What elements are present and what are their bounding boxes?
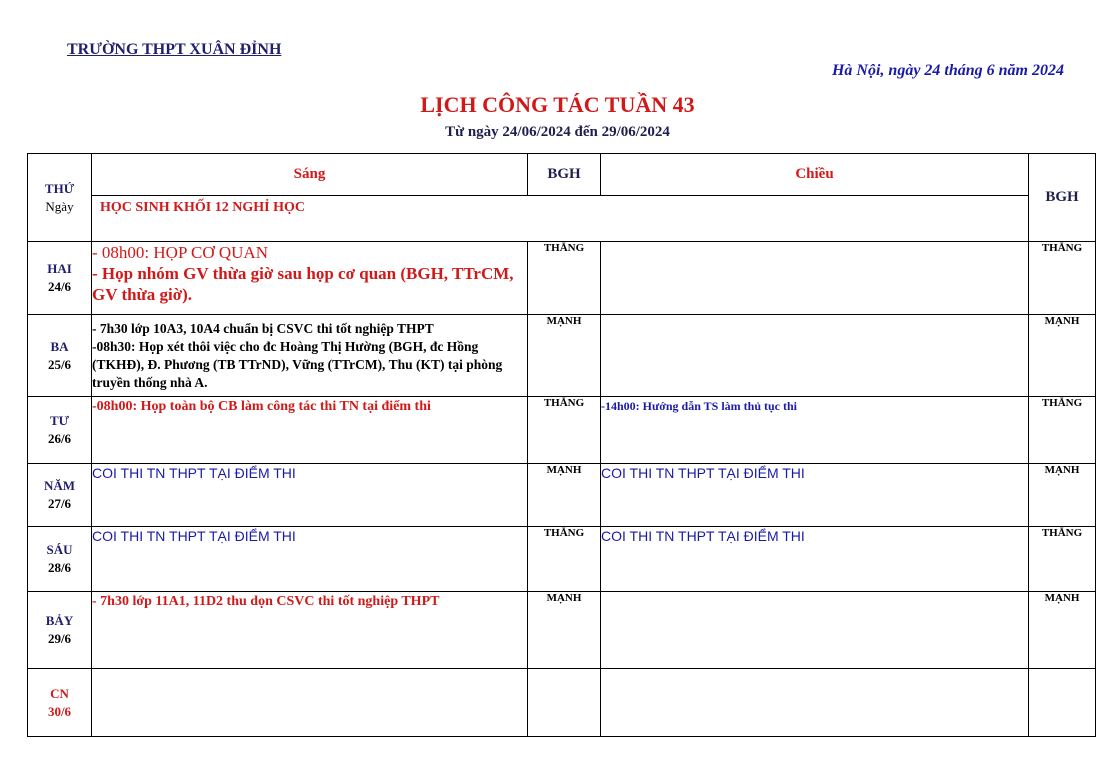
- bgh-afternoon: MẠNH: [1029, 464, 1096, 527]
- bgh-morning: MẠNH: [528, 464, 601, 527]
- bgh-afternoon: MẠNH: [1029, 315, 1096, 397]
- bgh-afternoon: THẮNG: [1029, 242, 1096, 315]
- table-row: [28, 592, 1096, 669]
- afternoon-header: Chiều: [601, 154, 1029, 196]
- bgh-morning: MẠNH: [528, 315, 601, 397]
- morning-cell: [92, 315, 528, 397]
- day-cell: [28, 315, 92, 397]
- table-row: [28, 315, 1096, 397]
- afternoon-cell: -14h00: Hướng dẫn TS làm thủ tục thi: [601, 397, 1029, 464]
- morning-line: - 7h30 lớp 11A1, 11D2 thu dọn CSVC thi tốt nghiệp THPT: [92, 594, 440, 609]
- bgh-afternoon: THẮNG: [1029, 527, 1096, 592]
- day-date: 24/6: [47, 279, 72, 294]
- table-row: [28, 397, 1096, 464]
- morning-header: Sáng: [92, 154, 528, 196]
- day-date: 27/6: [47, 496, 72, 511]
- morning-line: COI THI TN THPT TẠI ĐIỂM THI: [92, 528, 296, 544]
- day-cell: [28, 527, 92, 592]
- schedule-table: [27, 153, 1096, 737]
- day-name: CN: [50, 685, 69, 701]
- afternoon-cell: [601, 669, 1029, 737]
- morning-cell: [92, 527, 528, 592]
- afternoon-cell: COI THI TN THPT TẠI ĐIỂM THI: [601, 527, 1029, 592]
- bgh-afternoon: THẮNG: [1029, 397, 1096, 464]
- bgh-morning: THẮNG: [528, 242, 601, 315]
- bgh-header-2: BGH: [1029, 154, 1096, 242]
- bgh-morning: THẮNG: [528, 397, 601, 464]
- morning-cell: [92, 464, 528, 527]
- day-name: SÁU: [46, 542, 73, 557]
- morning-line: COI THI TN THPT TẠI ĐIỂM THI: [92, 465, 296, 481]
- bgh-morning: THẮNG: [528, 527, 601, 592]
- day-header-thu: THỨ: [44, 180, 75, 196]
- morning-line: - 7h30 lớp 10A3, 10A4 chuẩn bị CSVC thi tốt nghiệp THPT: [92, 321, 434, 336]
- notice-text: HỌC SINH KHỐI 12 NGHỈ HỌC: [92, 196, 1029, 242]
- morning-line: - Họp nhóm GV thừa giờ sau họp cơ quan (BGH, TTrCM, GV thừa giờ).: [92, 264, 514, 304]
- bgh-afternoon: MẠNH: [1029, 592, 1096, 669]
- day-cell: [28, 397, 92, 464]
- afternoon-cell: COI THI TN THPT TẠI ĐIỂM THI: [601, 464, 1029, 527]
- table-row: [28, 464, 1096, 527]
- morning-line: - 08h00: HỌP CƠ QUAN: [92, 243, 268, 262]
- day-name: HAI: [47, 261, 72, 276]
- table-row: [28, 242, 1096, 315]
- day-cell: [28, 464, 92, 527]
- school-name: TRƯỜNG THPT XUÂN ĐỈNH: [67, 41, 282, 58]
- table-row: [28, 527, 1096, 592]
- day-cell: [28, 242, 92, 315]
- bgh-morning: [528, 669, 601, 737]
- afternoon-cell: [601, 315, 1029, 397]
- morning-cell: [92, 669, 528, 737]
- page-title: LỊCH CÔNG TÁC TUẦN 43: [420, 92, 695, 117]
- bgh-morning: MẠNH: [528, 592, 601, 669]
- bgh-afternoon: [1029, 669, 1096, 737]
- day-date: 25/6: [47, 356, 72, 372]
- day-date: 28/6: [47, 560, 72, 575]
- morning-line: -08h00: Họp toàn bộ CB làm công tác thi TN tại điểm thi: [92, 399, 431, 414]
- table-row: [28, 669, 1096, 737]
- bgh-header: BGH: [528, 154, 601, 196]
- day-header: [28, 154, 92, 242]
- morning-cell: [92, 397, 528, 464]
- morning-cell: [92, 592, 528, 669]
- morning-cell: [92, 242, 528, 315]
- day-name: TƯ: [49, 413, 70, 428]
- date-range: Từ ngày 24/06/2024 đến 29/06/2024: [445, 124, 670, 140]
- header-row: [28, 154, 1096, 196]
- day-name: BA: [50, 338, 69, 354]
- dateline: Hà Nội, ngày 24 tháng 6 năm 2024: [831, 62, 1064, 79]
- day-date: 29/6: [47, 631, 72, 646]
- afternoon-cell: [601, 242, 1029, 315]
- day-cell: [28, 592, 92, 669]
- day-header-ngay: Ngày: [45, 198, 74, 214]
- day-name: NĂM: [43, 478, 76, 493]
- afternoon-cell: [601, 592, 1029, 669]
- day-name: BẢY: [45, 613, 74, 628]
- notice-row: [28, 196, 1096, 242]
- morning-line: -08h30: Họp xét thôi việc cho đc Hoàng Thị Hường (BGH, đc Hồng (TKHĐ), Đ. Phương (TB TTrND), Vững (TTrCM), Thu (KT) tại phòng truyền thống nhà A.: [92, 339, 503, 390]
- day-date: 26/6: [47, 431, 72, 446]
- day-cell: [28, 669, 92, 737]
- day-date: 30/6: [47, 703, 72, 719]
